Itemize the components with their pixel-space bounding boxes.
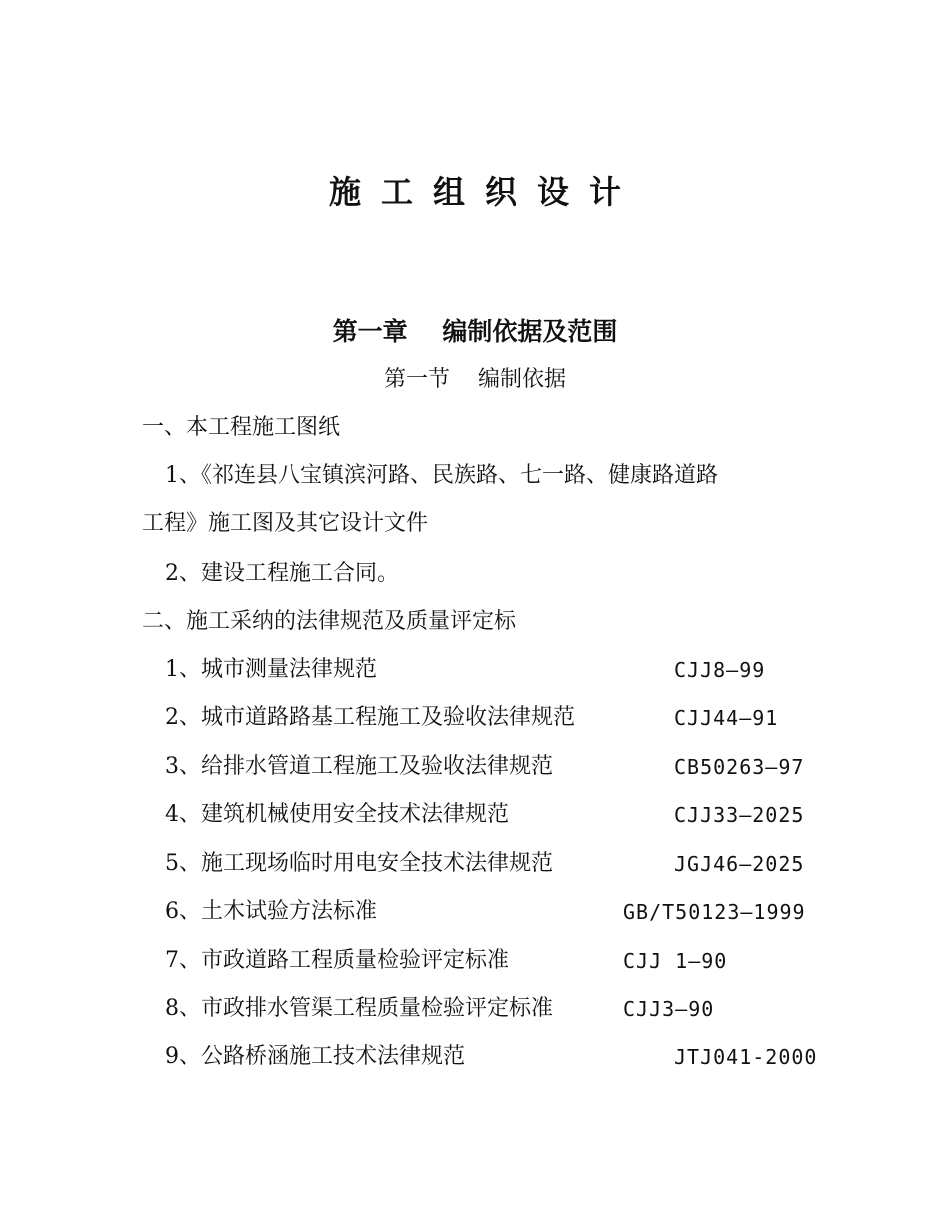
standard-name: 1、城市测量法律规范: [165, 657, 377, 682]
standard-name: 7、市政道路工程质量检验评定标准: [165, 948, 509, 973]
standard-name: 3、给排水管道工程施工及验收法律规范: [165, 754, 553, 779]
standard-code: CJJ3—90: [623, 997, 715, 1021]
standard-name: 8、市政排水管渠工程质量检验评定标准: [165, 996, 553, 1021]
part1-heading: 一、本工程施工图纸: [142, 415, 341, 440]
standard-name: 5、施工现场临时用电安全技术法律规范: [165, 851, 553, 876]
standard-code: CJJ 1—90: [623, 949, 728, 973]
standard-row: [165, 749, 810, 785]
standard-row: [165, 846, 810, 882]
standard-row: [165, 943, 810, 979]
standard-row: [165, 894, 810, 930]
section-title: 第一节 编制依据: [384, 367, 566, 392]
standard-row: [165, 797, 810, 833]
standard-row: [165, 991, 810, 1027]
standard-code: CJJ8—99: [674, 658, 766, 682]
standard-name: 9、公路桥涵施工技术法律规范: [165, 1044, 465, 1069]
chapter-title: 第一章 编制依据及范围: [332, 317, 618, 346]
part2-heading: 二、施工采纳的法律规范及质量评定标: [142, 609, 517, 634]
standard-code: JGJ46—2025: [674, 852, 805, 876]
standard-row: [165, 1039, 818, 1075]
standard-name: 6、土木试验方法标准: [165, 899, 377, 924]
standard-name: 2、城市道路路基工程施工及验收法律规范: [165, 705, 575, 730]
standard-name: 4、建筑机械使用安全技术法律规范: [165, 802, 509, 827]
standard-code: CB50263—97: [674, 755, 805, 779]
standard-row: [165, 700, 810, 736]
standard-code: CJJ33—2025: [674, 803, 805, 827]
standard-code: GB/T50123—1999: [623, 900, 806, 924]
part1-item1-line2: 工程》施工图及其它设计文件: [142, 511, 429, 536]
standard-code: CJJ44—91: [674, 706, 779, 730]
standard-row: [165, 652, 810, 688]
page-title: 施工组织设计: [328, 173, 641, 211]
part1-item2: 2、建设工程施工合同。: [165, 561, 399, 586]
part1-item1-line1: 1、《祁连县八宝镇滨河路、民族路、七一路、健康路道路: [165, 463, 718, 488]
standard-code: JTJ041-2000: [674, 1045, 818, 1069]
